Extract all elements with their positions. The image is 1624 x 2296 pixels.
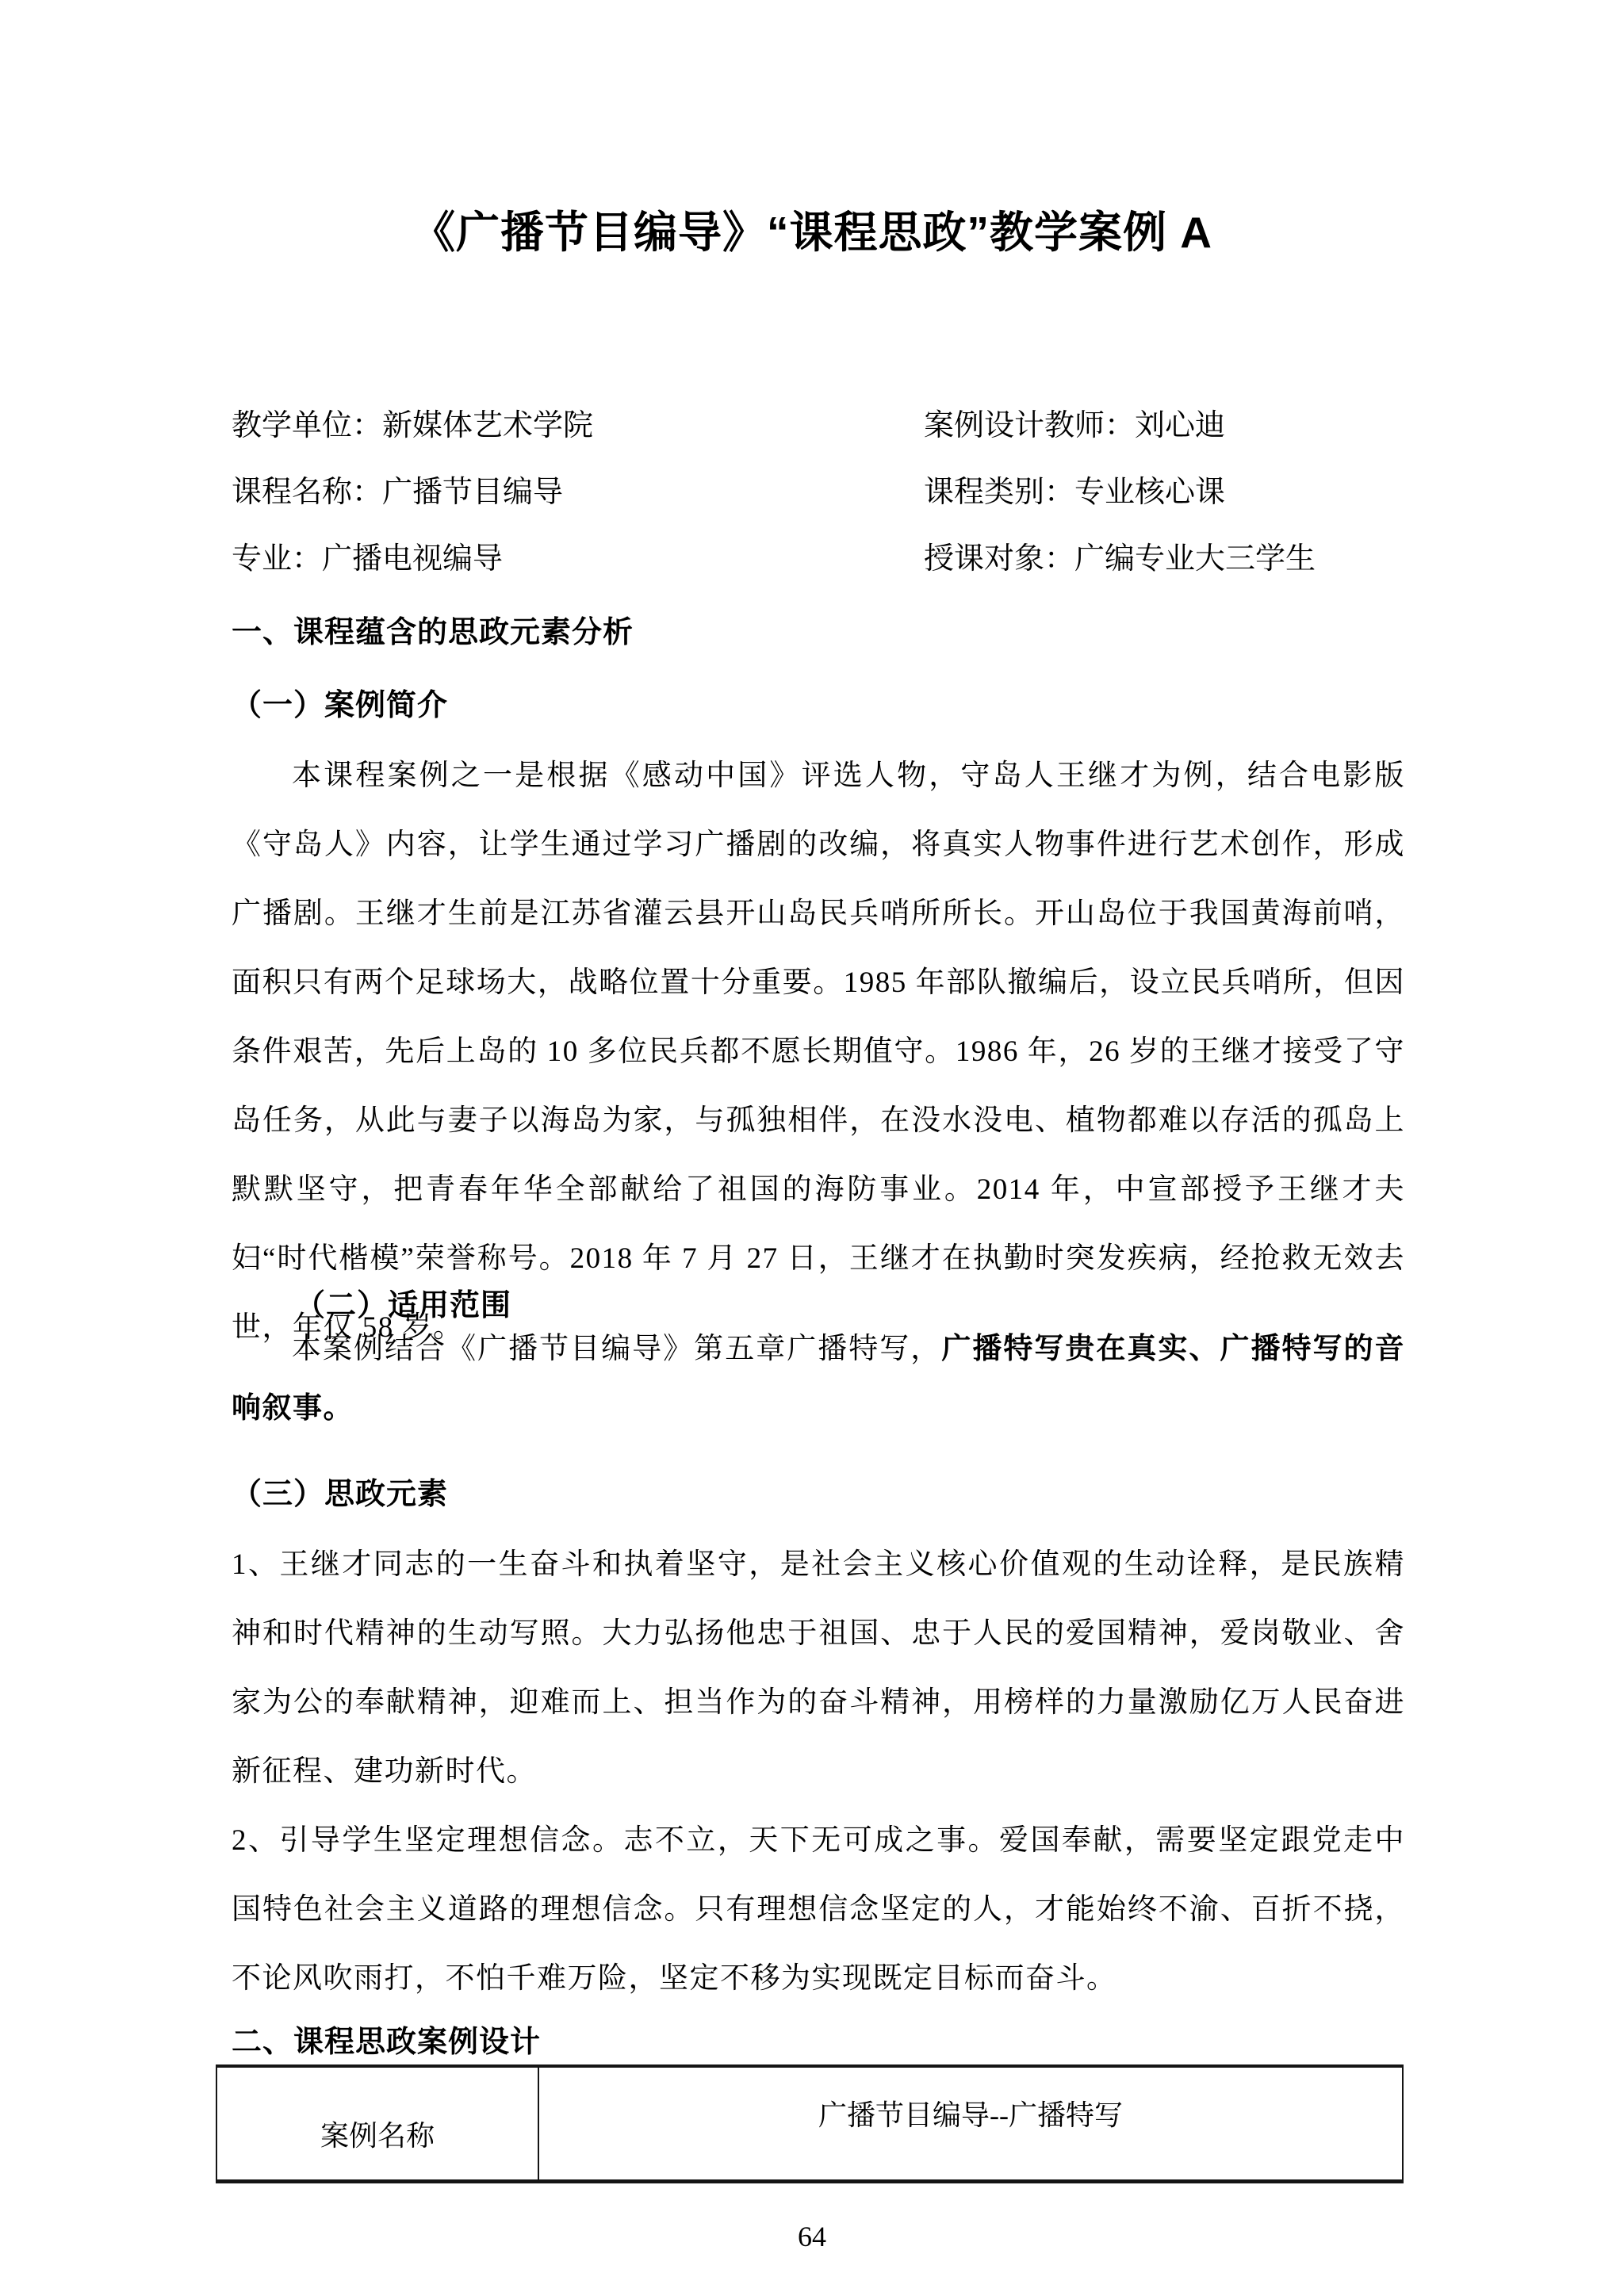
meta-audience: 授课对象：广编专业大三学生 bbox=[924, 542, 1316, 576]
meta-row bbox=[232, 526, 1405, 592]
course-meta bbox=[232, 392, 1405, 592]
meta-teaching-unit: 教学单位：新媒体艺术学院 bbox=[232, 409, 594, 442]
meta-course-name: 课程名称：广播节目编导 bbox=[232, 476, 564, 509]
meta-course-category: 课程类别：专业核心课 bbox=[924, 476, 1226, 509]
meta-major: 专业：广播电视编导 bbox=[232, 542, 504, 576]
section-1-heading: 一、课程蕴含的思政元素分析 bbox=[232, 616, 634, 649]
section-1-3-heading: （三）思政元素 bbox=[232, 1478, 449, 1511]
section-1-1-heading: （一）案例简介 bbox=[232, 689, 449, 722]
table-cell-case-name-label: 案例名称 bbox=[217, 2068, 539, 2179]
scope-paragraph bbox=[232, 1319, 1405, 1438]
table-cell-case-name-value: 广播节目编导--广播特写 bbox=[818, 2099, 1123, 2131]
section-2-heading: 二、课程思政案例设计 bbox=[232, 2026, 542, 2059]
scope-text-bold: 广播特写贵在真实、广播特写的音响叙事。 bbox=[232, 1332, 1406, 1424]
case-design-table bbox=[216, 2064, 1404, 2183]
section-1-2-heading: （二）适用范围 bbox=[295, 1289, 512, 1322]
case-intro-paragraph: 本课程案例之一是根据《感动中国》评选人物，守岛人王继才为例，结合电影版《守岛人》内容，让学生通过学习广播剧的改编，将真实人物事件进行艺术创作，形成广播剧。王继才生前是江苏省灌云县开山岛民兵哨所所长。开山岛位于我国黄海前哨，面积只有两个足球场大，战略位置十分重要。1985 年部队撤编后，设立民兵哨所，但因条件艰苦，先后上岛的 10 多位民兵都不愿长期值守。1986 年，26 岁的王继才接受了守岛任务，从此与妻子以海岛为家，与孤独相伴，在没水没电、植物都难以存活的孤岛上默默坚守，把青春年华全部献给了祖国的海防事业。2014 年，中宣部授予王继才夫妇“时代楷模”荣誉称号。2018 年 7 月 27 日，王继才在执勤时突发疾病，经抢救无效去世，年仅 58 岁。 bbox=[232, 760, 1405, 1344]
ideology-point-2: 2、引导学生坚定理想信念。志不立，天下无可成之事。爱国奉献，需要坚定跟党走中国特色社会主义道路的理想信念。只有理想信念坚定的人，才能始终不渝、百折不挠，不论风吹雨打，不怕千难万险，坚定不移为实现既定目标而奋斗。 bbox=[232, 1824, 1405, 1995]
page-number: 64 bbox=[798, 2221, 826, 2252]
page-title: 《广播节目编导》“课程思政”教学案例 A bbox=[411, 208, 1212, 257]
scope-text-normal: 本案例结合《广播节目编导》第五章广播特写， bbox=[292, 1333, 942, 1365]
ideology-point-1: 1、王继才同志的一生奋斗和执着坚守，是社会主义核心价值观的生动诠释，是民族精神和时代精神的生动写照。大力弘扬他忠于祖国、忠于人民的爱国精神，爱岗敬业、舍家为公的奉献精神，迎难而上、担当作为的奋斗精神，用榜样的力量激励亿万人民奋进新征程、建功新时代。 bbox=[232, 1548, 1405, 1788]
meta-row bbox=[232, 459, 1405, 526]
meta-row bbox=[232, 392, 1405, 459]
meta-case-designer: 案例设计教师：刘心迪 bbox=[924, 409, 1226, 442]
